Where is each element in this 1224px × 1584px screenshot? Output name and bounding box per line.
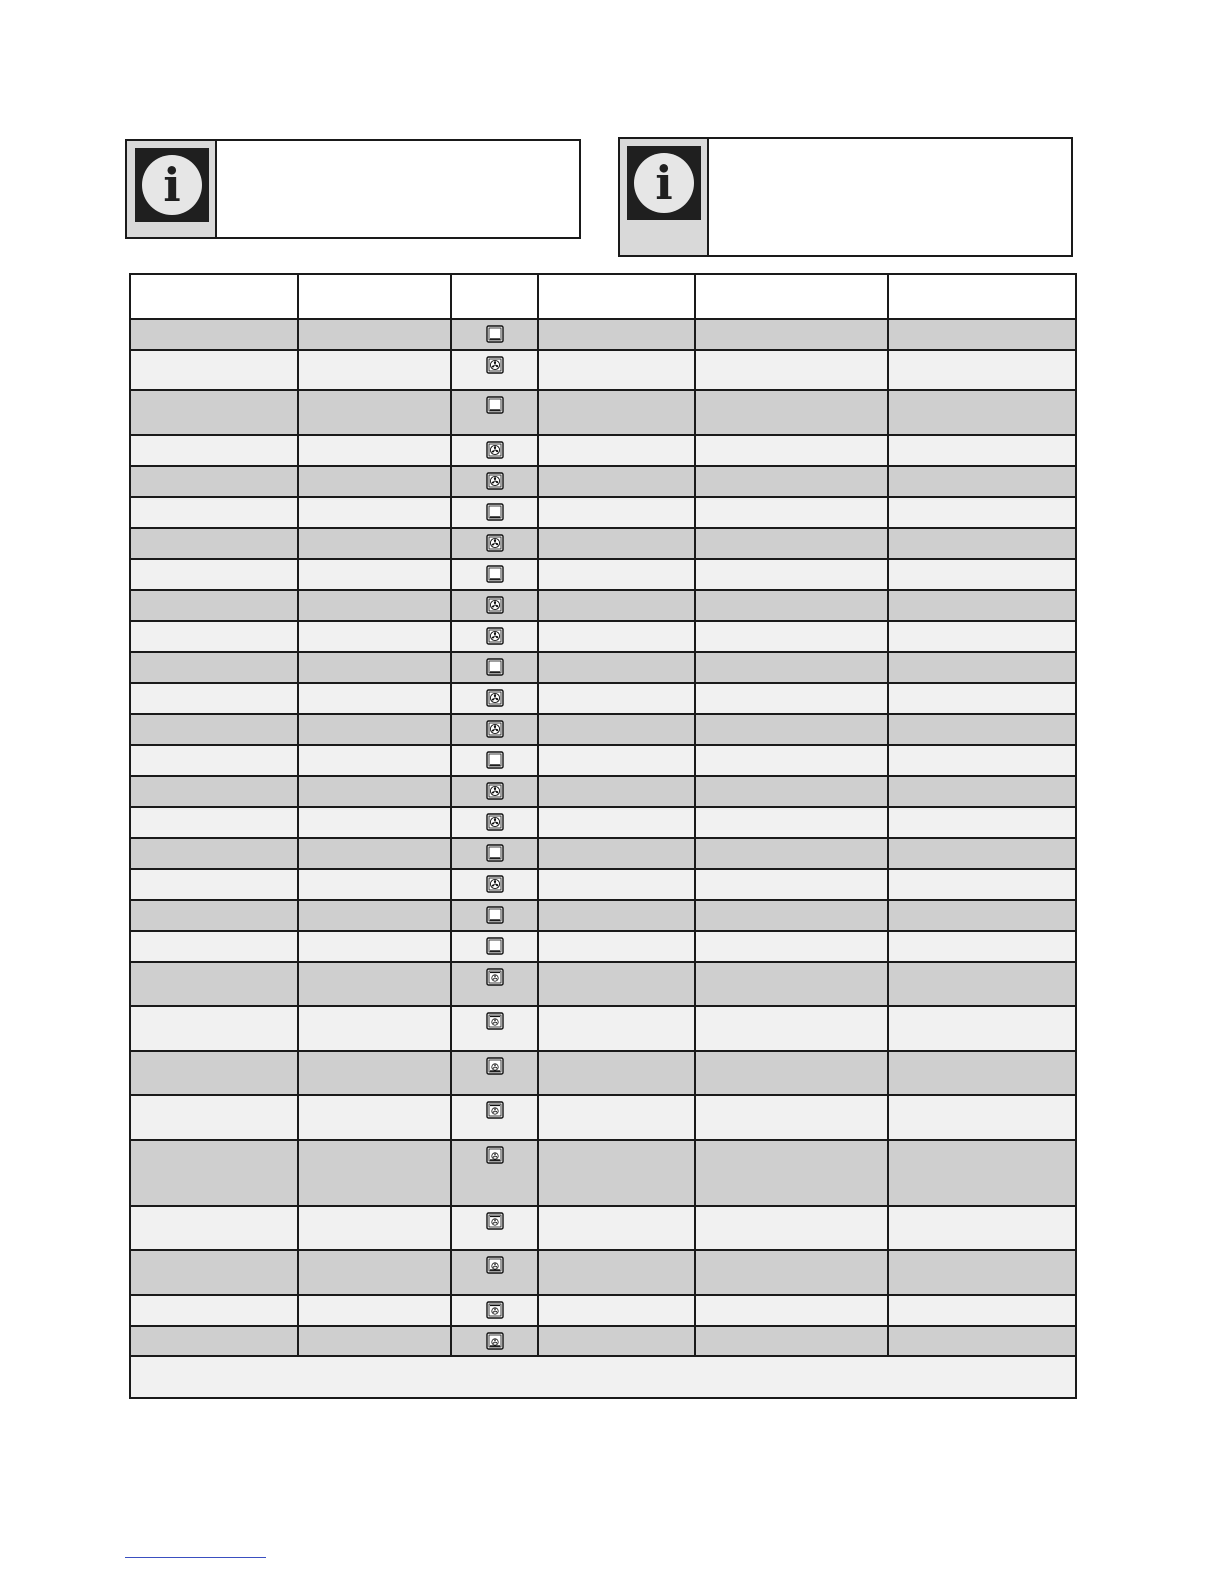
- cooking-mode-cell: [451, 1250, 538, 1295]
- table-cell: [695, 714, 888, 745]
- conventional-oven-icon: [486, 906, 504, 927]
- table-cell: [298, 528, 451, 559]
- table-cell: [888, 528, 1076, 559]
- table-cell: [130, 900, 298, 931]
- table-row: [130, 683, 1076, 714]
- cooking-mode-cell: [451, 807, 538, 838]
- table-cell: [695, 931, 888, 962]
- conventional-oven-icon: [486, 325, 504, 346]
- table-cell: [538, 319, 695, 350]
- table-cell: [695, 1006, 888, 1051]
- fan-oven-icon: [486, 689, 504, 710]
- table-cell: [538, 590, 695, 621]
- table-cell: [538, 931, 695, 962]
- table-cell: [298, 714, 451, 745]
- conventional-oven-icon: [486, 844, 504, 865]
- cooking-mode-cell: [451, 652, 538, 683]
- fan-bottom-heat-icon: [486, 1332, 504, 1353]
- table-cell: [130, 714, 298, 745]
- cooking-mode-cell: [451, 1295, 538, 1326]
- table-cell: [130, 931, 298, 962]
- table-cell: [538, 1051, 695, 1095]
- table-cell: [130, 1051, 298, 1095]
- table-cell: [695, 435, 888, 466]
- table-row: [130, 1295, 1076, 1326]
- fan-oven-icon: [486, 782, 504, 803]
- fan-bottom-heat-icon: [486, 1256, 504, 1277]
- table-cell: [130, 319, 298, 350]
- table-cell: [130, 807, 298, 838]
- fan-grill-icon: [486, 1212, 504, 1233]
- table-row: [130, 931, 1076, 962]
- table-row: [130, 528, 1076, 559]
- table-row: [130, 1250, 1076, 1295]
- table-cell: [888, 497, 1076, 528]
- info-icon: i: [135, 148, 209, 222]
- table-cell: [130, 838, 298, 869]
- cooking-mode-cell: [451, 435, 538, 466]
- table-cell: [695, 350, 888, 390]
- table-cell: [888, 1250, 1076, 1295]
- table-cell: [888, 435, 1076, 466]
- table-footnote-row: [130, 1356, 1076, 1398]
- table-cell: [538, 652, 695, 683]
- table-cell: [130, 435, 298, 466]
- table-cell: [888, 590, 1076, 621]
- cooking-mode-cell: [451, 559, 538, 590]
- table-cell: [298, 931, 451, 962]
- table-cell: [130, 1006, 298, 1051]
- cooking-mode-cell: [451, 683, 538, 714]
- table-cell: [130, 1295, 298, 1326]
- table-cell: [538, 350, 695, 390]
- table-cell: [298, 350, 451, 390]
- table-cell: [130, 1095, 298, 1140]
- table-cell: [888, 838, 1076, 869]
- cooking-mode-cell: [451, 621, 538, 652]
- cooking-mode-cell: [451, 497, 538, 528]
- table-cell: [298, 319, 451, 350]
- table-cell: [298, 869, 451, 900]
- column-header: [538, 274, 695, 319]
- conventional-oven-icon: [486, 503, 504, 524]
- table-cell: [130, 1206, 298, 1250]
- cooking-mode-cell: [451, 350, 538, 390]
- column-header: [888, 274, 1076, 319]
- table-cell: [538, 1250, 695, 1295]
- table-row: [130, 1140, 1076, 1206]
- cooking-mode-cell: [451, 962, 538, 1006]
- table-row: [130, 962, 1076, 1006]
- footnote-rule: [125, 1557, 266, 1558]
- table-cell: [695, 1140, 888, 1206]
- table-cell: [888, 1140, 1076, 1206]
- column-header: [298, 274, 451, 319]
- table-cell: [888, 931, 1076, 962]
- table-cell: [298, 1206, 451, 1250]
- table-cell: [538, 435, 695, 466]
- fan-bottom-heat-icon: [486, 1057, 504, 1078]
- table-cell: [538, 1140, 695, 1206]
- table-cell: [695, 466, 888, 497]
- table-cell: [695, 621, 888, 652]
- table-cell: [888, 1051, 1076, 1095]
- table-cell: [130, 962, 298, 1006]
- cooking-mode-cell: [451, 466, 538, 497]
- fan-oven-icon: [486, 534, 504, 555]
- info-box-right: [618, 137, 1073, 257]
- table-row: [130, 621, 1076, 652]
- table-row: [130, 745, 1076, 776]
- table-cell: [538, 559, 695, 590]
- table-cell: [888, 776, 1076, 807]
- table-header-row: [130, 274, 1076, 319]
- fan-bottom-heat-icon: [486, 1146, 504, 1167]
- table-cell: [130, 869, 298, 900]
- table-cell: [130, 559, 298, 590]
- column-header: [695, 274, 888, 319]
- table-row: [130, 1095, 1076, 1140]
- table-cell: [888, 652, 1076, 683]
- fan-oven-icon: [486, 356, 504, 377]
- table-cell: [695, 1206, 888, 1250]
- table-row: [130, 559, 1076, 590]
- table-cell: [298, 390, 451, 435]
- table-cell: [298, 1250, 451, 1295]
- table-cell: [298, 621, 451, 652]
- cooking-mode-cell: [451, 900, 538, 931]
- table-cell: [298, 497, 451, 528]
- table-cell: [695, 559, 888, 590]
- table-cell: [130, 776, 298, 807]
- table-footnote: [130, 1356, 1076, 1398]
- fan-oven-icon: [486, 596, 504, 617]
- table-cell: [695, 390, 888, 435]
- cooking-mode-cell: [451, 1140, 538, 1206]
- table-cell: [130, 621, 298, 652]
- table-row: [130, 435, 1076, 466]
- fan-oven-icon: [486, 441, 504, 462]
- conventional-oven-icon: [486, 751, 504, 772]
- table-cell: [538, 1206, 695, 1250]
- table-cell: [695, 776, 888, 807]
- table-row: [130, 1326, 1076, 1356]
- table-cell: [130, 466, 298, 497]
- cooking-mode-cell: [451, 1326, 538, 1356]
- table-cell: [888, 1206, 1076, 1250]
- table-cell: [695, 962, 888, 1006]
- conventional-oven-icon: [486, 937, 504, 958]
- table-cell: [298, 745, 451, 776]
- table-cell: [130, 590, 298, 621]
- table-cell: [298, 776, 451, 807]
- table-row: [130, 714, 1076, 745]
- table-cell: [695, 590, 888, 621]
- table-cell: [130, 528, 298, 559]
- table-cell: [538, 621, 695, 652]
- table-cell: [298, 1095, 451, 1140]
- fan-oven-icon: [486, 813, 504, 834]
- fan-grill-icon: [486, 968, 504, 989]
- table-cell: [538, 807, 695, 838]
- cooking-mode-cell: [451, 1206, 538, 1250]
- table-cell: [298, 683, 451, 714]
- table-cell: [298, 838, 451, 869]
- table-cell: [888, 683, 1076, 714]
- table-cell: [538, 1095, 695, 1140]
- table-cell: [888, 621, 1076, 652]
- table-cell: [538, 683, 695, 714]
- table-cell: [538, 1326, 695, 1356]
- table-cell: [130, 390, 298, 435]
- table-row: [130, 466, 1076, 497]
- table-cell: [695, 652, 888, 683]
- table-cell: [298, 590, 451, 621]
- table-cell: [130, 497, 298, 528]
- table-row: [130, 838, 1076, 869]
- table-row: [130, 900, 1076, 931]
- table-cell: [888, 1095, 1076, 1140]
- table-row: [130, 390, 1076, 435]
- table-cell: [130, 350, 298, 390]
- table-cell: [695, 1295, 888, 1326]
- table-cell: [130, 745, 298, 776]
- fan-oven-icon: [486, 720, 504, 741]
- table-cell: [538, 776, 695, 807]
- cooking-mode-cell: [451, 1006, 538, 1051]
- table-cell: [538, 1006, 695, 1051]
- table-row: [130, 319, 1076, 350]
- column-header: [130, 274, 298, 319]
- cooking-mode-cell: [451, 931, 538, 962]
- cooking-mode-cell: [451, 528, 538, 559]
- table-cell: [130, 1250, 298, 1295]
- table-cell: [695, 869, 888, 900]
- table-row: [130, 1051, 1076, 1095]
- table-cell: [888, 962, 1076, 1006]
- conventional-oven-icon: [486, 396, 504, 417]
- table-cell: [538, 714, 695, 745]
- table-cell: [538, 466, 695, 497]
- table-cell: [888, 319, 1076, 350]
- cooking-mode-cell: [451, 714, 538, 745]
- table-row: [130, 869, 1076, 900]
- table-cell: [888, 1006, 1076, 1051]
- table-cell: [298, 1140, 451, 1206]
- fan-grill-icon: [486, 1301, 504, 1322]
- fan-grill-icon: [486, 1012, 504, 1033]
- conventional-oven-icon: [486, 565, 504, 586]
- table-cell: [130, 652, 298, 683]
- table-cell: [695, 745, 888, 776]
- table-cell: [298, 807, 451, 838]
- cooking-mode-cell: [451, 869, 538, 900]
- fan-oven-icon: [486, 875, 504, 896]
- table-cell: [888, 466, 1076, 497]
- cooking-mode-cell: [451, 745, 538, 776]
- table-cell: [298, 435, 451, 466]
- table-cell: [888, 559, 1076, 590]
- fan-oven-icon: [486, 472, 504, 493]
- table-cell: [695, 1095, 888, 1140]
- table-cell: [538, 962, 695, 1006]
- table-cell: [695, 497, 888, 528]
- table-cell: [298, 1295, 451, 1326]
- table-cell: [298, 1006, 451, 1051]
- cooking-mode-cell: [451, 776, 538, 807]
- cooking-mode-cell: [451, 1051, 538, 1095]
- table-cell: [130, 1140, 298, 1206]
- table-cell: [695, 900, 888, 931]
- table-cell: [298, 466, 451, 497]
- table-cell: [298, 1326, 451, 1356]
- table-cell: [695, 1326, 888, 1356]
- table-cell: [130, 1326, 298, 1356]
- table-row: [130, 652, 1076, 683]
- table-cell: [888, 390, 1076, 435]
- table-cell: [538, 497, 695, 528]
- table-cell: [695, 528, 888, 559]
- table-cell: [298, 1051, 451, 1095]
- table-cell: [695, 1250, 888, 1295]
- info-box-side: [127, 141, 217, 237]
- column-header: [451, 274, 538, 319]
- table-cell: [888, 350, 1076, 390]
- table-cell: [298, 962, 451, 1006]
- table-cell: [888, 1295, 1076, 1326]
- table-cell: [888, 745, 1076, 776]
- table-cell: [298, 652, 451, 683]
- conventional-oven-icon: [486, 658, 504, 679]
- cooking-mode-cell: [451, 838, 538, 869]
- cooking-mode-cell: [451, 1095, 538, 1140]
- info-box-left: [125, 139, 581, 239]
- table-cell: [538, 838, 695, 869]
- table-cell: [538, 390, 695, 435]
- table-cell: [538, 1295, 695, 1326]
- table-row: [130, 776, 1076, 807]
- table-cell: [695, 838, 888, 869]
- table-cell: [695, 683, 888, 714]
- table-cell: [130, 683, 298, 714]
- table-cell: [538, 900, 695, 931]
- table-cell: [888, 807, 1076, 838]
- info-box-side: [620, 139, 709, 255]
- table-cell: [298, 900, 451, 931]
- fan-oven-icon: [486, 627, 504, 648]
- cooking-mode-cell: [451, 390, 538, 435]
- table-row: [130, 1006, 1076, 1051]
- table-row: [130, 807, 1076, 838]
- info-icon: i: [627, 146, 701, 220]
- table-cell: [888, 869, 1076, 900]
- fan-grill-icon: [486, 1101, 504, 1122]
- table-cell: [888, 900, 1076, 931]
- table-cell: [695, 319, 888, 350]
- table-cell: [695, 807, 888, 838]
- cooking-mode-cell: [451, 590, 538, 621]
- table-cell: [298, 559, 451, 590]
- table-cell: [695, 1051, 888, 1095]
- table-cell: [538, 528, 695, 559]
- table-cell: [888, 714, 1076, 745]
- table-row: [130, 350, 1076, 390]
- table-row: [130, 497, 1076, 528]
- table-cell: [538, 745, 695, 776]
- cooking-mode-cell: [451, 319, 538, 350]
- cooking-table: [129, 273, 1077, 1399]
- table-row: [130, 1206, 1076, 1250]
- table-cell: [538, 869, 695, 900]
- table-row: [130, 590, 1076, 621]
- table-cell: [888, 1326, 1076, 1356]
